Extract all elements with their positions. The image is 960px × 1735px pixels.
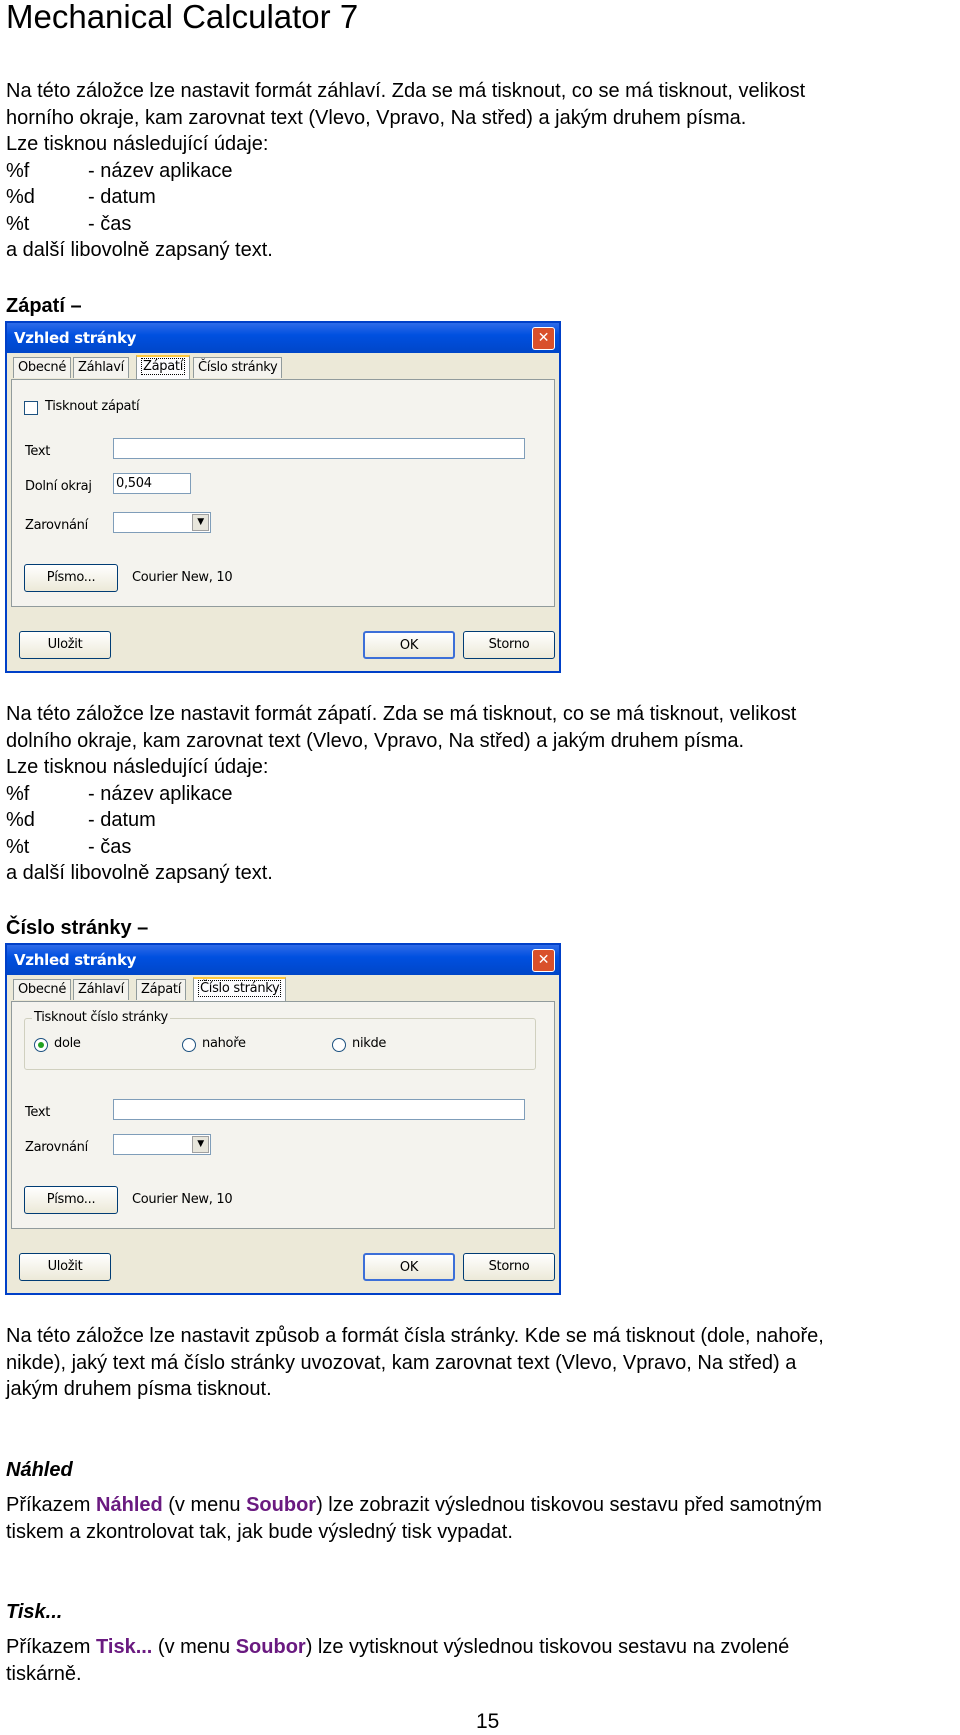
param-code: %f [6, 159, 30, 182]
print-footer-checkbox[interactable] [24, 401, 38, 415]
print-description [6, 1634, 789, 1687]
command-preview: Náhled [96, 1494, 163, 1516]
param-row [6, 781, 796, 808]
param-desc: - datum [88, 809, 156, 831]
param-row [6, 834, 796, 861]
dialog-titlebar [7, 945, 559, 975]
text-line: tiskem a zkontrolovat tak, jak bude výsledný tisk vypadat. [6, 1520, 513, 1543]
font-button[interactable]: Písmo... [24, 1186, 118, 1214]
font-value: Courier New, 10 [132, 570, 233, 585]
param-row [6, 807, 796, 834]
tab-panel [11, 379, 555, 607]
text-input[interactable] [113, 1099, 525, 1120]
tab-page-number[interactable]: Číslo stránky [193, 357, 282, 378]
text-label: Text [25, 444, 51, 459]
bottom-margin-input[interactable]: 0,504 [113, 473, 191, 494]
tab-footer[interactable]: Zápatí [136, 979, 186, 1000]
cancel-button[interactable]: Storno [463, 631, 555, 659]
param-desc: - čas [88, 835, 132, 858]
cancel-button[interactable]: Storno [463, 1253, 555, 1281]
radio-bottom[interactable] [34, 1038, 48, 1052]
param-desc: - datum [88, 186, 156, 208]
text-line: Na této záložce lze nastavit formát zápatí. Zda se má tisknout, co se má tisknout, velikost [6, 703, 797, 725]
param-row [6, 211, 805, 238]
text-line: Na této záložce lze nastavit způsob a formát čísla stránky. Kde se má tisknout (dole, nahoře, [6, 1325, 824, 1347]
alignment-label: Zarovnání [25, 518, 88, 533]
dialog-titlebar [7, 323, 559, 353]
print-footer-label: Tisknout zápatí [45, 399, 140, 414]
page-number-position-group [24, 1018, 536, 1070]
ok-button[interactable]: OK [363, 631, 455, 659]
alignment-select[interactable] [113, 512, 211, 533]
text-line: dolního okraje, kam zarovnat text (Vlevo, Vpravo, Na střed) a jakým druhem písma. [6, 729, 745, 752]
close-icon[interactable]: ✕ [532, 949, 555, 972]
param-desc: - název aplikace [88, 782, 233, 805]
menu-file: Soubor [246, 1494, 317, 1516]
text-line: a další libovolně zapsaný text. [6, 862, 273, 884]
radio-none[interactable] [332, 1038, 346, 1052]
document-title: Mechanical Calculator 7 [6, 0, 359, 35]
dialog-title: Vzhled stránky [14, 329, 137, 347]
param-code: %f [6, 782, 30, 805]
ok-button[interactable]: OK [363, 1253, 455, 1281]
page-setup-dialog-footer [5, 321, 561, 673]
close-icon[interactable]: ✕ [532, 327, 555, 350]
text-line: nikde), jaký text má číslo stránky uvozovat, kam zarovnat text (Vlevo, Vpravo, Na střed) a [6, 1351, 797, 1374]
save-button[interactable]: Uložit [19, 631, 111, 659]
bottom-margin-label: Dolní okraj [25, 479, 92, 494]
text-line: tiskárně. [6, 1662, 82, 1685]
alignment-select[interactable] [113, 1134, 211, 1155]
group-title: Tisknout číslo stránky [34, 1010, 168, 1025]
text-line: Na této záložce lze nastavit formát záhlaví. Zda se má tisknout, co se má tisknout, velikost [6, 80, 806, 102]
command-print: Tisk... [96, 1636, 153, 1658]
footer-heading: Zápatí – [6, 295, 82, 317]
param-row [6, 158, 805, 185]
radio-label: nikde [352, 1036, 387, 1051]
page-number-description [6, 1323, 824, 1403]
text-line: Lze tisknou následující údaje: [6, 756, 269, 778]
chevron-down-icon[interactable]: ▼ [192, 1136, 209, 1153]
tab-header[interactable]: Záhlaví [73, 357, 129, 378]
text-input[interactable] [113, 438, 525, 459]
print-heading: Tisk... [6, 1601, 63, 1623]
param-code: %d [6, 186, 35, 208]
text-label: Text [25, 1105, 51, 1120]
param-code: %d [6, 809, 35, 831]
tab-general[interactable]: Obecné [13, 357, 71, 378]
tab-header[interactable]: Záhlaví [73, 979, 129, 1000]
tab-general[interactable]: Obecné [13, 979, 71, 1000]
page-number-heading: Číslo stránky – [6, 917, 149, 939]
footer-description [6, 701, 796, 887]
dialog-title: Vzhled stránky [14, 951, 137, 969]
save-button[interactable]: Uložit [19, 1253, 111, 1281]
tab-panel [11, 1001, 555, 1229]
menu-file: Soubor [235, 1636, 306, 1658]
alignment-label: Zarovnání [25, 1140, 88, 1155]
page-setup-dialog-page-number [5, 943, 561, 1295]
radio-label: dole [54, 1036, 81, 1051]
preview-description [6, 1492, 822, 1545]
radio-label: nahoře [202, 1036, 246, 1051]
font-value: Courier New, 10 [132, 1192, 233, 1207]
text-line: Lze tisknou následující údaje: [6, 133, 269, 155]
tab-page-number[interactable]: Číslo stránky [193, 977, 286, 1002]
text-line: horního okraje, kam zarovnat text (Vlevo, Vpravo, Na střed) a jakým druhem písma. [6, 106, 747, 129]
param-desc: - název aplikace [88, 159, 233, 182]
text-line: a další libovolně zapsaný text. [6, 239, 273, 261]
page-number: 15 [476, 1710, 500, 1733]
param-code: %t [6, 212, 30, 235]
preview-heading: Náhled [6, 1459, 73, 1481]
chevron-down-icon[interactable]: ▼ [192, 514, 209, 531]
header-description [6, 78, 805, 264]
radio-top[interactable] [182, 1038, 196, 1052]
tab-footer[interactable]: Zápatí [136, 355, 190, 380]
font-button[interactable]: Písmo... [24, 564, 118, 592]
text-line: jakým druhem písma tisknout. [6, 1378, 272, 1400]
text-line: Příkazem Náhled (v menu Soubor) lze zobrazit výslednou tiskovou sestavu před samotným [6, 1494, 822, 1516]
param-code: %t [6, 835, 30, 858]
text-line: Příkazem Tisk... (v menu Soubor) lze vytisknout výslednou tiskovou sestavu na zvolené [6, 1636, 790, 1658]
param-row [6, 184, 805, 211]
param-desc: - čas [88, 212, 132, 235]
